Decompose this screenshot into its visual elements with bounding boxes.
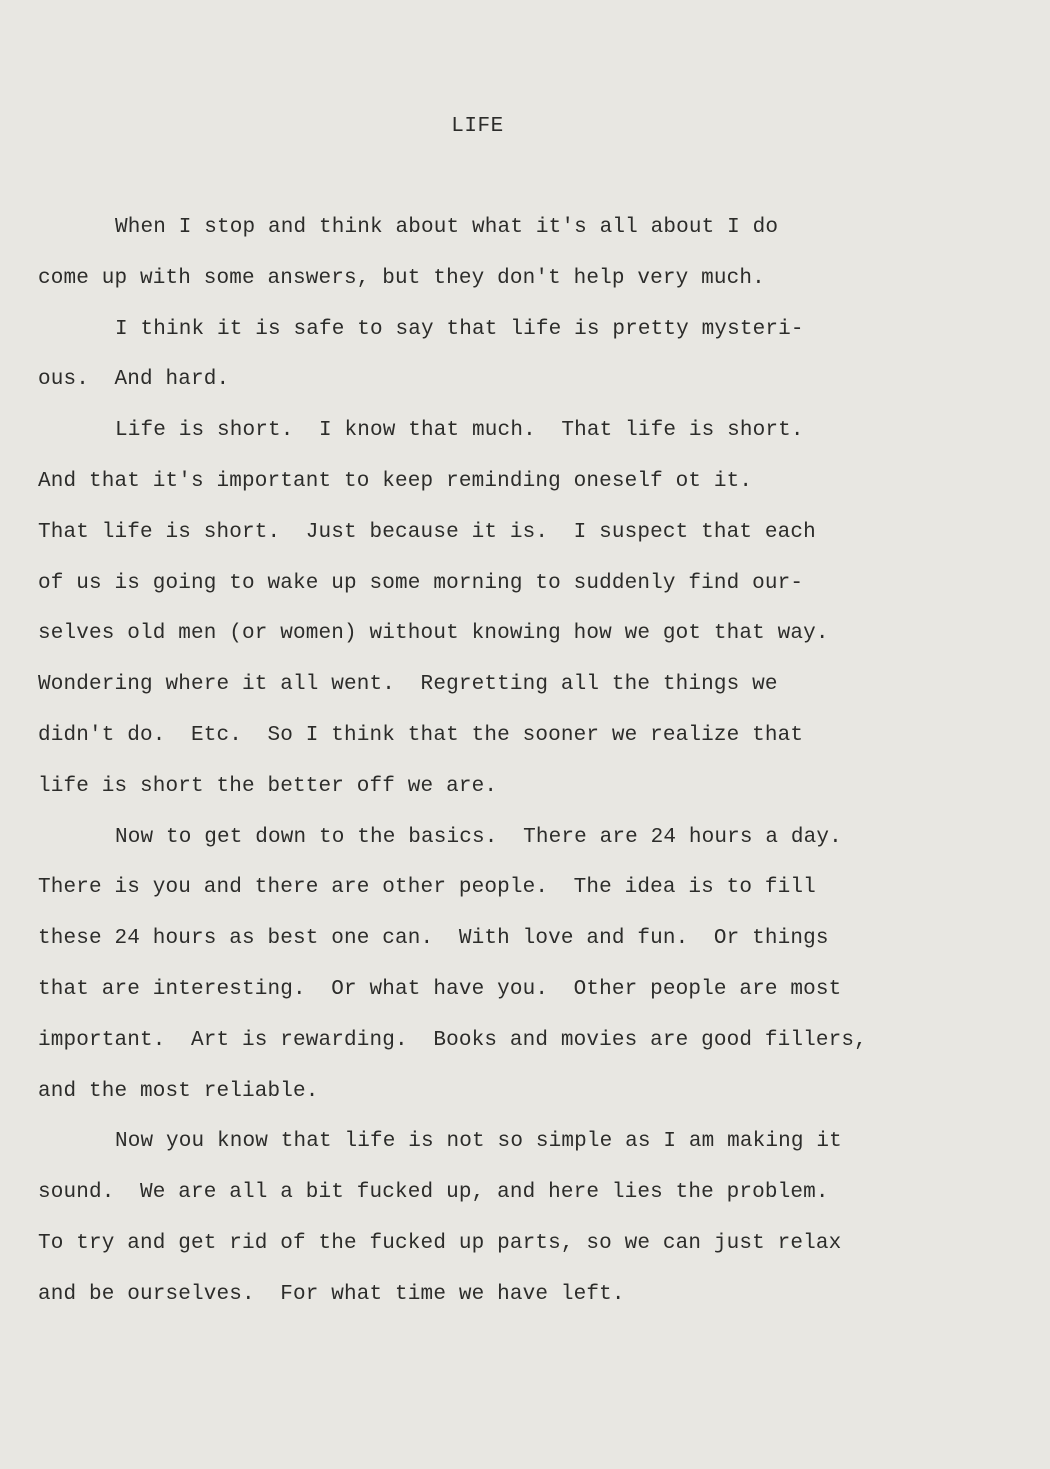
text-line: To try and get rid of the fucked up parts, so we can just relax — [38, 1232, 842, 1255]
text-line: these 24 hours as best one can. With love and fun. Or things — [38, 927, 829, 951]
text-line: of us is going to wake up some morning to suddenly find our- — [38, 571, 804, 595]
text-line: Now to get down to the basics. There are 24 hours a day. — [115, 825, 842, 849]
text-line: life is short the better off we are. — [38, 774, 498, 798]
text-line: And that it's important to keep reminding oneself ot it. — [38, 470, 753, 493]
text-line: Now you know that life is not so simple as I am making it — [115, 1130, 842, 1154]
text-line: selves old men (or women) without knowing how we got that way. — [38, 622, 829, 646]
text-line: important. Art is rewarding. Books and movies are good fillers, — [38, 1028, 867, 1052]
text-line: When I stop and think about what it's all about I do — [115, 216, 779, 239]
text-line: sound. We are all a bit fucked up, and here lies the problem. — [38, 1181, 829, 1205]
text-line: and be ourselves. For what time we have left. — [38, 1282, 625, 1306]
page-title: LIFE — [451, 115, 504, 138]
text-line: come up with some answers, but they don't help very much. — [38, 266, 765, 290]
text-line: Wondering where it all went. Regretting all the things we — [38, 673, 778, 697]
text-line: didn't do. Etc. So I think that the sooner we realize that — [38, 724, 804, 747]
text-line: that are interesting. Or what have you. Other people are most — [38, 978, 842, 1001]
text-line: That life is short. Just because it is. I suspect that each — [38, 520, 816, 544]
text-line: ous. And hard. — [38, 368, 230, 392]
text-line: and the most reliable. — [38, 1079, 319, 1103]
text-line: Life is short. I know that much. That life is short. — [115, 419, 804, 443]
text-line: I think it is safe to say that life is pretty mysteri- — [115, 317, 804, 341]
text-line: There is you and there are other people. The idea is to fill — [38, 876, 816, 900]
